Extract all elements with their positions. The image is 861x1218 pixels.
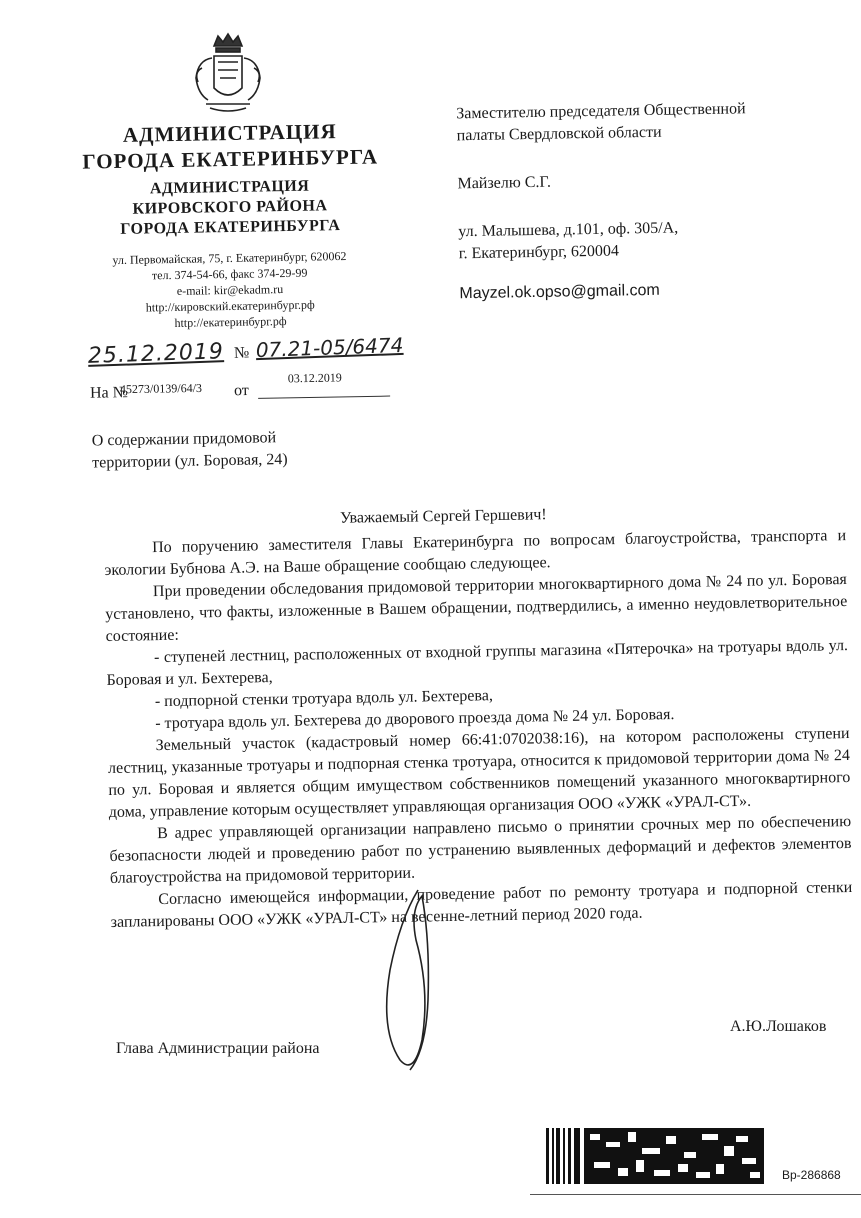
recipient-email: Mayzel.ok.opso@gmail.com bbox=[459, 281, 660, 303]
org-site-2: http://екатеринбург.рф bbox=[174, 314, 287, 330]
in-reply-underline bbox=[258, 396, 390, 399]
handwritten-signature bbox=[370, 880, 460, 1080]
body-paragraph: В адрес управляющей организации направлено письмо о принятии срочных мер по обеспечению безопасности людей и проведению работ по устранению выявленных деформаций и дефектов элементов благоустройства на придомовой территории. bbox=[109, 813, 852, 887]
bottom-rule bbox=[530, 1194, 861, 1195]
letter-body bbox=[104, 525, 853, 934]
recipient-position-line1: Заместителю председателя Общественной bbox=[456, 100, 746, 123]
recipient-block bbox=[456, 97, 840, 324]
barcode bbox=[546, 1128, 768, 1184]
coat-of-arms-emblem bbox=[188, 28, 268, 118]
registration-line bbox=[88, 332, 429, 378]
letter-subject bbox=[92, 426, 373, 475]
registration-no-label: № bbox=[233, 344, 250, 362]
org-phone: тел. 374-54-66, факс 374-29-99 bbox=[151, 265, 308, 283]
body-paragraph: Земельный участок (кадастровый номер 66:41:0702038:16), на котором расположены ступени лестниц, указанные тротуары и подпорная стенка тротуара, относится к придомовой территории дома № 24 по ул. Боровая и является общим имуществом собственников помещений указанного многоквартирного дома, управление которым осуществляет управляющая организация ООО «УЖК «УРАЛ-СТ». bbox=[107, 725, 851, 821]
dept-name-line3: ГОРОДА ЕКАТЕРИНБУРГА bbox=[120, 217, 341, 238]
body-paragraph: При проведении обследования придомовой территории многоквартирного дома № 24 по ул. Боровая установлено, что факты, изложенные в Вашем обращении, подтвердились, а именно неудовлетворительное состояние: bbox=[105, 571, 848, 645]
body-list-item: - тротуара вдоль ул. Бехтерева до дворового проезда дома № 24 ул. Боровая. bbox=[155, 706, 675, 733]
salutation: Уважаемый Сергей Гершевич! bbox=[339, 506, 547, 527]
in-reply-number: 45273/0139/64/3 bbox=[119, 380, 203, 397]
recipient-address-line2: г. Екатеринбург, 620004 bbox=[458, 242, 620, 263]
org-site-1: http://кировский.екатеринбург.рф bbox=[145, 297, 315, 315]
dept-name-line1: АДМИНИСТРАЦИЯ bbox=[149, 177, 310, 198]
body-paragraph: Согласно имеющейся информации, проведение работ по ремонту тротуара и подпорной стенки запланированы ООО «УЖК «УРАЛ-СТ» на весенне-летний период 2020 года. bbox=[110, 878, 853, 931]
signatory-title: Глава Администрации района bbox=[116, 1040, 320, 1057]
subject-line1: О содержании придомовой bbox=[91, 429, 277, 450]
signatory-name: А.Ю.Лошаков bbox=[730, 1018, 827, 1035]
recipient-position-line2: палаты Свердловской области bbox=[456, 123, 662, 145]
body-list-item: - ступеней лестниц, расположенных от входной группы магазина «Пятерочка» на тротуары вдоль ул. Боровая и ул. Бехтерева, bbox=[106, 637, 849, 689]
in-reply-from-label: от bbox=[233, 382, 249, 400]
org-email: e-mail: kir@ekadm.ru bbox=[176, 282, 284, 298]
in-reply-line bbox=[89, 370, 410, 405]
in-reply-label: На № bbox=[89, 384, 129, 402]
org-address: ул. Первомайская, 75, г. Екатеринбург, 620062 bbox=[112, 248, 347, 268]
dept-name-line2: КИРОВСКОГО РАЙОНА bbox=[132, 197, 328, 218]
org-name-line2: ГОРОДА ЕКАТЕРИНБУРГА bbox=[82, 144, 379, 174]
registration-number: 07.21-05/6474 bbox=[255, 332, 404, 363]
org-name-line1: АДМИНИСТРАЦИЯ bbox=[122, 119, 337, 147]
body-paragraph: По поручению заместителя Главы Екатеринбурга по вопросам благоустройства, транспорта и экологии Бубнова А.Э. на Ваше обращение сообщаю следующее. bbox=[104, 527, 847, 579]
subject-line2: территории (ул. Боровая, 24) bbox=[92, 451, 288, 472]
barcode-label: Вр-286868 bbox=[782, 1168, 841, 1182]
registration-date: 25.12.2019 bbox=[87, 339, 225, 369]
recipient-address-line1: ул. Малышева, д.101, оф. 305/А, bbox=[458, 219, 679, 241]
recipient-name: Майзелю С.Г. bbox=[457, 173, 552, 193]
in-reply-date: 03.12.2019 bbox=[287, 370, 342, 386]
body-list-item: - подпорной стенки тротуара вдоль ул. Бехтерева, bbox=[154, 687, 494, 711]
letterhead bbox=[60, 120, 400, 330]
